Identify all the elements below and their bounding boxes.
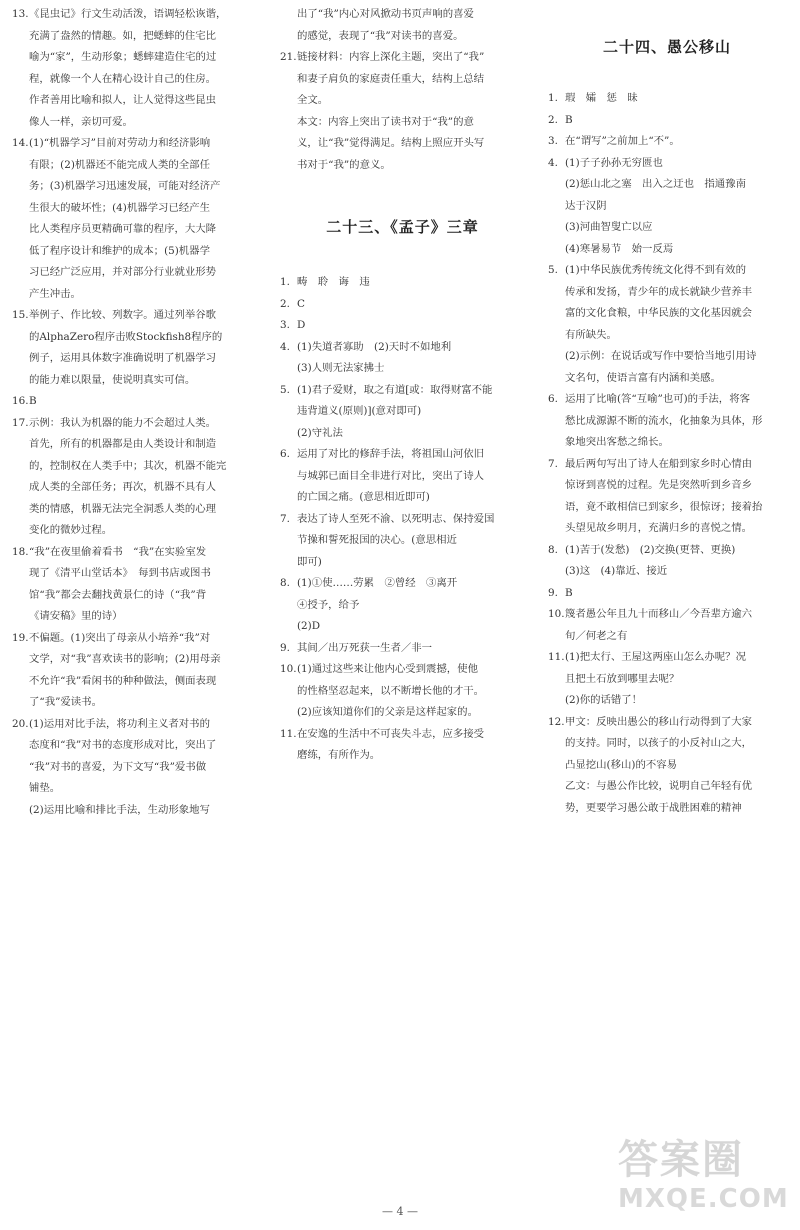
answer-line: 低了程序设计和维护的成本；(5)机器学 <box>29 244 210 257</box>
answer-line: 书对于“我”的意义。 <box>297 158 391 171</box>
answer-line: 了“我”爱读书。 <box>29 696 102 708</box>
answer-line: (1)苦于(发愁) (2)交换(更替、更换) <box>565 543 736 556</box>
answer-line: 乙文：与愚公作比较，说明自己年轻有优 <box>565 780 753 792</box>
answer-line: (1)通过这些来让他内心受到震撼，使他 <box>297 663 478 675</box>
item-number: 3. <box>280 319 290 331</box>
answer-item <box>280 724 525 767</box>
answer-line: 出了“我”内心对风掀动书页声响的喜爱 <box>297 8 474 20</box>
answer-line: 惊讶到喜悦的过程。先是突然听到乡音乡 <box>565 479 753 491</box>
answer-line: 传承和发扬，青少年的成长就缺少营养丰 <box>565 285 753 298</box>
answer-line: 在安逸的生活中不可丧失斗志，应多接受 <box>297 727 485 740</box>
answer-item <box>280 315 525 337</box>
answer-item <box>548 110 786 132</box>
answer-line: 其间／出万死获一生者／非一 <box>297 641 433 654</box>
answer-line: 磨练，有所作为。 <box>297 749 381 761</box>
answer-line: 运用了比喻(答“互喻”也可)的手法，将客 <box>565 393 750 405</box>
answer-line: 举例子、作比较、列数字。通过列举谷歌 <box>29 309 217 321</box>
answer-line: (4)寒暑易节 始一反焉 <box>565 242 674 255</box>
answer-line: 不偏题。(1)突出了母亲从小培养“我”对 <box>29 631 211 644</box>
answer-line: 运用了对比的修辞手法，将祖国山河依旧 <box>297 448 485 460</box>
answer-item <box>280 659 525 724</box>
section-23-title: 二十三、《孟子》三章 <box>326 218 479 236</box>
answer-item <box>548 583 786 605</box>
answer-item <box>280 380 525 445</box>
answer-column-2 <box>280 4 525 767</box>
item-number: 11. <box>548 651 565 663</box>
item-number: 13. <box>12 8 29 20</box>
item-number: 19. <box>12 631 29 644</box>
answer-line: 不允许“我”看闲书的种种做法，侧面表现 <box>29 674 217 687</box>
answer-line: 态度和“我”对书的态度形成对比，突出了 <box>29 739 217 751</box>
answer-item <box>548 88 786 110</box>
answer-line: 有限；(2)机器还不能完成人类的全部任 <box>29 158 210 171</box>
answer-line: (2)运用比喻和排比手法，生动形象地写 <box>29 803 210 816</box>
item-number: 11. <box>280 727 297 740</box>
watermark-text: 答案圈 <box>618 1137 744 1183</box>
answer-line: C <box>297 297 305 310</box>
item-number: 4. <box>280 340 290 353</box>
answer-line: 有所缺失。 <box>565 328 617 341</box>
answer-line: 违背道义(原则)](意对即可) <box>297 405 422 417</box>
answer-line: 势，更要学习愚公敢于战胜困难的精神 <box>565 801 742 814</box>
answer-line: (1)失道者寡助 (2)天时不如地利 <box>297 340 452 353</box>
answer-item <box>548 647 786 712</box>
answer-line: 首先，所有的机器都是由人类设计和制造 <box>29 438 217 450</box>
answer-line: 在“谓写”之前加上“不”。 <box>565 135 680 147</box>
section-24-title: 二十四、愚公移山 <box>602 38 731 56</box>
item-number: 4. <box>548 156 558 169</box>
answer-line: 生很大的破坏性；(4)机器学习已经产生 <box>29 201 210 214</box>
answer-line: B <box>565 113 573 126</box>
answer-column-3 <box>548 36 786 819</box>
answer-line: 即可) <box>297 555 322 568</box>
answer-line: 例子，运用具体数字准确说明了机器学习 <box>29 352 217 364</box>
answer-line: 节操和誓死报国的决心。(意思相近 <box>297 534 457 546</box>
answer-line: (2)守礼法 <box>297 426 343 439</box>
answer-item <box>548 712 786 820</box>
answer-line: 像人一样，亲切可爱。 <box>29 115 133 128</box>
item-number: 15. <box>12 309 29 321</box>
answer-line: 愁比成源源不断的流水，化抽象为具体，形 <box>565 414 763 427</box>
answer-line: 瑕 孀 惩 昧 <box>565 92 638 104</box>
answer-line: 《请安稿》里的诗） <box>29 610 123 622</box>
answer-line: B <box>565 586 573 599</box>
answer-item <box>12 542 257 628</box>
answer-item <box>280 638 525 660</box>
answer-line: 充满了盎然的情趣。如，把蟋蟀的住宅比 <box>29 29 217 42</box>
answer-line: 的，控制权在人类手中；其次，机器不能完 <box>29 459 227 472</box>
answer-line: 旬／何老之有 <box>565 629 628 642</box>
answer-line: 与城郭已面目全非进行对比，突出了诗人 <box>297 469 485 482</box>
answer-line: (1)中华民族优秀传统文化得不到有效的 <box>565 264 746 276</box>
item-number: 5. <box>280 383 290 396</box>
answer-line: (1)子子孙孙无穷匮也 <box>565 156 663 169</box>
answer-line: 和妻子肩负的家庭责任重大，结构上总结 <box>297 72 485 85</box>
item-number: 17. <box>12 416 29 429</box>
answer-item <box>548 540 786 583</box>
answer-line: 语，竟不敢相信已到家乡，很惊讶；接着抬 <box>565 500 763 513</box>
answer-line: (2)惩山北之塞 出入之迂也 指通豫南 <box>565 178 746 190</box>
answer-item <box>12 305 257 391</box>
item-number: 21. <box>280 51 297 63</box>
answer-line: 头望见故乡明月，充满归乡的喜悦之情。 <box>565 522 753 534</box>
item-number: 20. <box>12 717 29 730</box>
answer-item <box>12 133 257 305</box>
answer-item <box>280 294 525 316</box>
item-number: 2. <box>280 297 290 310</box>
answer-item <box>548 454 786 540</box>
answer-line: 比人类程序员更精确可靠的程序，大大降 <box>29 223 217 235</box>
item-number: 8. <box>280 577 290 589</box>
answer-item <box>280 444 525 509</box>
answer-line: (2)应该知道你们的父亲是这样起家的。 <box>297 706 478 718</box>
item-number: 6. <box>548 393 558 405</box>
answer-line: 作者善用比喻和拟人，让人觉得这些昆虫 <box>29 94 217 106</box>
answer-line: 的感觉，表现了“我”对读书的喜爱。 <box>297 29 464 42</box>
answer-line: 本文：内容上突出了读书对于“我”的意 <box>297 115 474 128</box>
answer-column-1 <box>12 4 257 821</box>
watermark-url: MXQE.COM <box>618 1184 789 1214</box>
answer-line: 且把土石放到哪里去呢？ <box>565 672 680 685</box>
watermark-logo <box>618 1136 794 1224</box>
answer-line: 富的文化食粮，中华民族的文化基因就会 <box>565 307 753 319</box>
answer-line: 全文。 <box>297 94 329 106</box>
answer-line: (3)河曲智叟亡以应 <box>565 221 653 233</box>
item-number: 10. <box>280 663 297 675</box>
answer-item <box>280 509 525 574</box>
answer-line: 《昆虫记》行文生动活泼，语调轻松诙谐， <box>29 8 227 20</box>
answer-line: (2)D <box>297 620 321 632</box>
item-number: 2. <box>548 113 558 126</box>
item-number: 10. <box>548 608 565 620</box>
answer-item <box>12 413 257 542</box>
item-number: 6. <box>280 448 290 460</box>
answer-line: 成人类的全部任务；再次，机器不具有人 <box>29 481 217 493</box>
answer-line: 文名句，使语言富有内涵和美感。 <box>565 371 721 384</box>
answer-item <box>12 714 257 822</box>
item-number: 9. <box>280 641 290 654</box>
answer-line: 文学，对“我”喜欢读书的影响；(2)用母亲 <box>29 653 221 665</box>
answer-item <box>12 628 257 714</box>
answer-line: (1)把太行、王屋这两座山怎么办呢？况 <box>565 651 746 663</box>
page-number: — 4 — <box>382 1205 418 1218</box>
item-number: 9. <box>548 586 558 599</box>
answer-line: 变化的微妙过程。 <box>29 524 113 536</box>
item-number: 12. <box>548 715 565 728</box>
answer-item <box>12 4 257 133</box>
answer-line: 最后两句写出了诗人在船到家乡时心情由 <box>565 457 753 470</box>
item-number: 7. <box>280 512 290 525</box>
answer-line: 表达了诗人至死不渝、以死明志、保持爱国 <box>297 512 495 525</box>
item-number: 16. <box>12 395 29 407</box>
answer-line: 类的情感，机器无法完全洞悉人类的心理 <box>29 502 217 515</box>
answer-line: 铺垫。 <box>29 782 61 794</box>
answer-line: 产生冲击。 <box>29 287 81 300</box>
answer-item <box>280 4 525 47</box>
answer-line: 的性格坚忍起来，以不断增长他的才干。 <box>297 684 485 697</box>
answer-line: 甲文：反映出愚公的移山行动得到了大家 <box>565 715 753 728</box>
answer-item <box>280 272 525 294</box>
answer-line: (1)运用对比手法，将功利主义者对书的 <box>29 717 210 730</box>
item-number: 14. <box>12 137 29 149</box>
answer-item <box>12 391 257 413</box>
answer-line: 示例：我认为机器的能力不会超过人类。 <box>29 416 217 429</box>
answer-item <box>548 389 786 454</box>
answer-line: 篾者愚公年且九十而移山／今吾辈方逾六 <box>565 608 753 620</box>
answer-line: 象地突出客愁之绵长。 <box>565 436 669 448</box>
answer-line: 的支持。同时，以孩子的小反衬山之大， <box>565 737 753 749</box>
answer-line: 的亡国之痛。(意思相近即可) <box>297 491 430 503</box>
answer-line: 畴 聆 诲 违 <box>297 276 370 288</box>
answer-line: (2)你的话错了！ <box>565 694 643 706</box>
answer-line: 馆“我”都会去翻找黄景仁的诗（“我”背 <box>29 588 207 601</box>
item-number: 1. <box>280 276 290 288</box>
answer-item <box>548 153 786 261</box>
answer-line: 凸显挖山(移山)的不容易 <box>565 758 678 771</box>
answer-line: 习已经广泛应用，并对部分行业就业形势 <box>29 266 217 278</box>
answer-line: D <box>297 319 306 331</box>
item-number: 18. <box>12 545 29 558</box>
answer-line: (1)“机器学习”目前对劳动力和经济影响 <box>29 137 211 149</box>
answer-item <box>280 337 525 380</box>
item-number: 8. <box>548 543 558 556</box>
answer-line: “我”在夜里偷着看书 “我”在实验室发 <box>29 545 207 558</box>
answer-line: 义，让“我”觉得满足。结构上照应开头写 <box>297 137 485 149</box>
answer-line: 现了《清平山堂话本》 每到书店或图书 <box>29 567 211 579</box>
item-number: 5. <box>548 264 558 276</box>
item-number: 1. <box>548 92 558 104</box>
answer-line: B <box>29 395 37 407</box>
answer-item <box>280 47 525 176</box>
item-number: 7. <box>548 457 558 470</box>
answer-line: “我”对书的喜爱，为下文写“我”爱书做 <box>29 760 207 773</box>
answer-line: 的AlphaZero程序击败Stockfish8程序的 <box>29 330 223 343</box>
answer-item <box>548 131 786 153</box>
answer-line: 达于汉阴 <box>565 199 607 212</box>
answer-line: (1)①使……劳累 ②曾经 ③离开 <box>297 577 458 589</box>
answer-line: 务；(3)机器学习迅速发展，可能对经济产 <box>29 180 221 192</box>
item-number: 3. <box>548 135 558 147</box>
answer-line: 喻为“家”，生动形象；蟋蟀建造住宅的过 <box>29 51 217 63</box>
answer-line: 的能力难以限量，使说明真实可信。 <box>29 373 196 386</box>
answer-line: (3)人则无法家拂士 <box>297 362 385 374</box>
answer-line: 链接材料：内容上深化主题，突出了“我” <box>297 51 485 63</box>
answer-item <box>548 604 786 647</box>
answer-line: (1)君子爱财，取之有道[或：取得财富不能 <box>297 383 493 396</box>
answer-line: (3)这 (4)靠近、接近 <box>565 565 668 577</box>
answer-line: (2)示例：在说话或写作中要恰当地引用诗 <box>565 350 757 362</box>
answer-item <box>548 260 786 389</box>
answer-line: ④授予，给予 <box>297 598 360 611</box>
answer-item <box>280 573 525 638</box>
answer-line: 程，就像一个人在精心设计自己的住房。 <box>29 72 217 85</box>
